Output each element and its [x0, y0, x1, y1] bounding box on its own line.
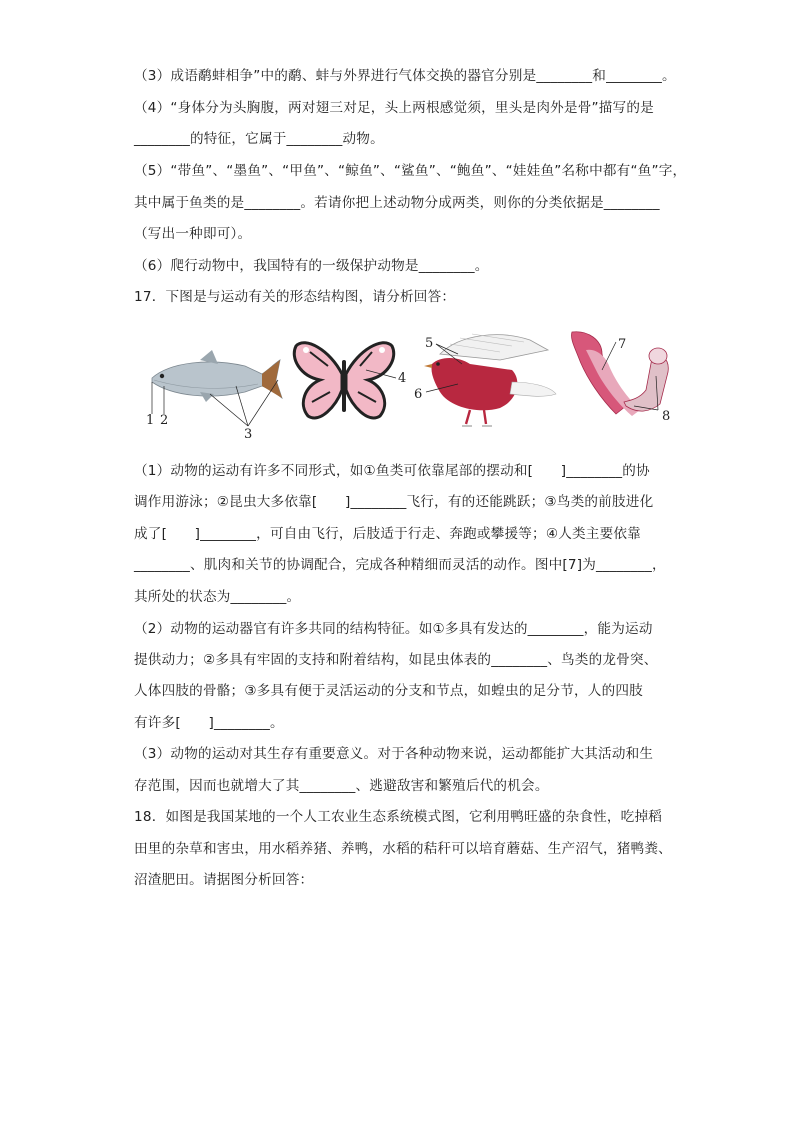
q16-part4-line1: （4）“身体分为头胸腹，两对翅三对足，头上两根感觉须，里头是肉外是骨”描写的是: [134, 100, 654, 116]
label-4: 4: [398, 371, 407, 386]
q16-part5-line2: 其中属于鱼类的是________。若请你把上述动物分成两类，则你的分类依据是________: [134, 195, 660, 211]
q17-part1-line5: 其所处的状态为________。: [134, 589, 301, 605]
q17-part1-line4: ________、肌肉和关节的协调配合，完成各种精细而灵活的动作。图中[7]为________，: [134, 557, 666, 573]
q16-part4-line2: ________的特征，它属于________动物。: [134, 131, 384, 147]
q17-part3-line1: （3）动物的运动对其生存有重要意义。对于各种动物来说，运动都能扩大其活动和生: [134, 746, 654, 762]
q17-part2-line1: （2）动物的运动器官有许多共同的结构特征。如①多具有发达的________，能为运动: [134, 621, 653, 637]
q17-part3-line2: 存范围，因而也就增大了其________、逃避敌害和繁殖后代的机会。: [134, 778, 549, 794]
q18-line2: 田里的杂草和害虫，用水稻养猪、养鸭，水稻的秸秆可以培育蘑菇、生产沼气，猪鸭粪、: [134, 841, 672, 857]
bird-image: [414, 334, 556, 426]
q17-stem: 17．下图是与运动有关的形态结构图，请分析回答：: [134, 289, 456, 305]
q16-part6: （6）爬行动物中，我国特有的一级保护动物是________。: [134, 258, 489, 274]
q16-part5-line3: （写出一种即可）。: [134, 226, 252, 242]
q17-part2-line3: 人体四肢的骨骼；③多具有便于灵活运动的分支和节点，如蝗虫的足分节，人的四肢: [134, 683, 643, 699]
label-2: 2: [160, 413, 169, 428]
label-8: 8: [662, 409, 671, 424]
q17-part2-line4: 有许多[ ]________。: [134, 715, 284, 731]
q16-part5-line1: （5）“带鱼”、“墨鱼”、“甲鱼”、“鲸鱼”、“鲨鱼”、“鲍鱼”、“娃娃鱼”名称中都有“鱼”字，: [134, 163, 687, 179]
label-1: 1: [146, 413, 155, 428]
label-5: 5: [425, 336, 434, 351]
fish-image: [146, 350, 282, 442]
butterfly-image: [294, 343, 406, 418]
q17-part2-line2: 提供动力；②多具有牢固的支持和附着结构，如昆虫体表的________、鸟类的龙骨突、: [134, 652, 658, 668]
movement-structures-figure: [140, 330, 680, 440]
q17-part1-line3: 成了[ ]________，可自由飞行，后肢适于行走、奔跑或攀援等；④人类主要依靠: [134, 526, 641, 542]
q17-part1-line1: （1）动物的运动有许多不同形式，如①鱼类可依靠尾部的摆动和[ ]________的协: [134, 463, 650, 479]
arm-image: [571, 332, 670, 424]
figure-svg: [140, 330, 680, 440]
q17-part1-line2: 调作用游泳；②昆虫大多依靠[ ]________飞行，有的还能跳跃；③鸟类的前肢进化: [134, 494, 654, 510]
label-7: 7: [618, 337, 627, 352]
label-6: 6: [414, 387, 423, 402]
q18-line1: 18．如图是我国某地的一个人工农业生态系统模式图，它利用鸭旺盛的杂食性，吃掉稻: [134, 809, 663, 825]
q16-part3: （3）成语鹬蚌相争”中的鹬、蚌与外界进行气体交换的器官分别是________和________。: [134, 68, 676, 84]
label-3: 3: [244, 427, 253, 442]
q18-line3: 沼渣肥田。请据图分析回答：: [134, 872, 314, 888]
